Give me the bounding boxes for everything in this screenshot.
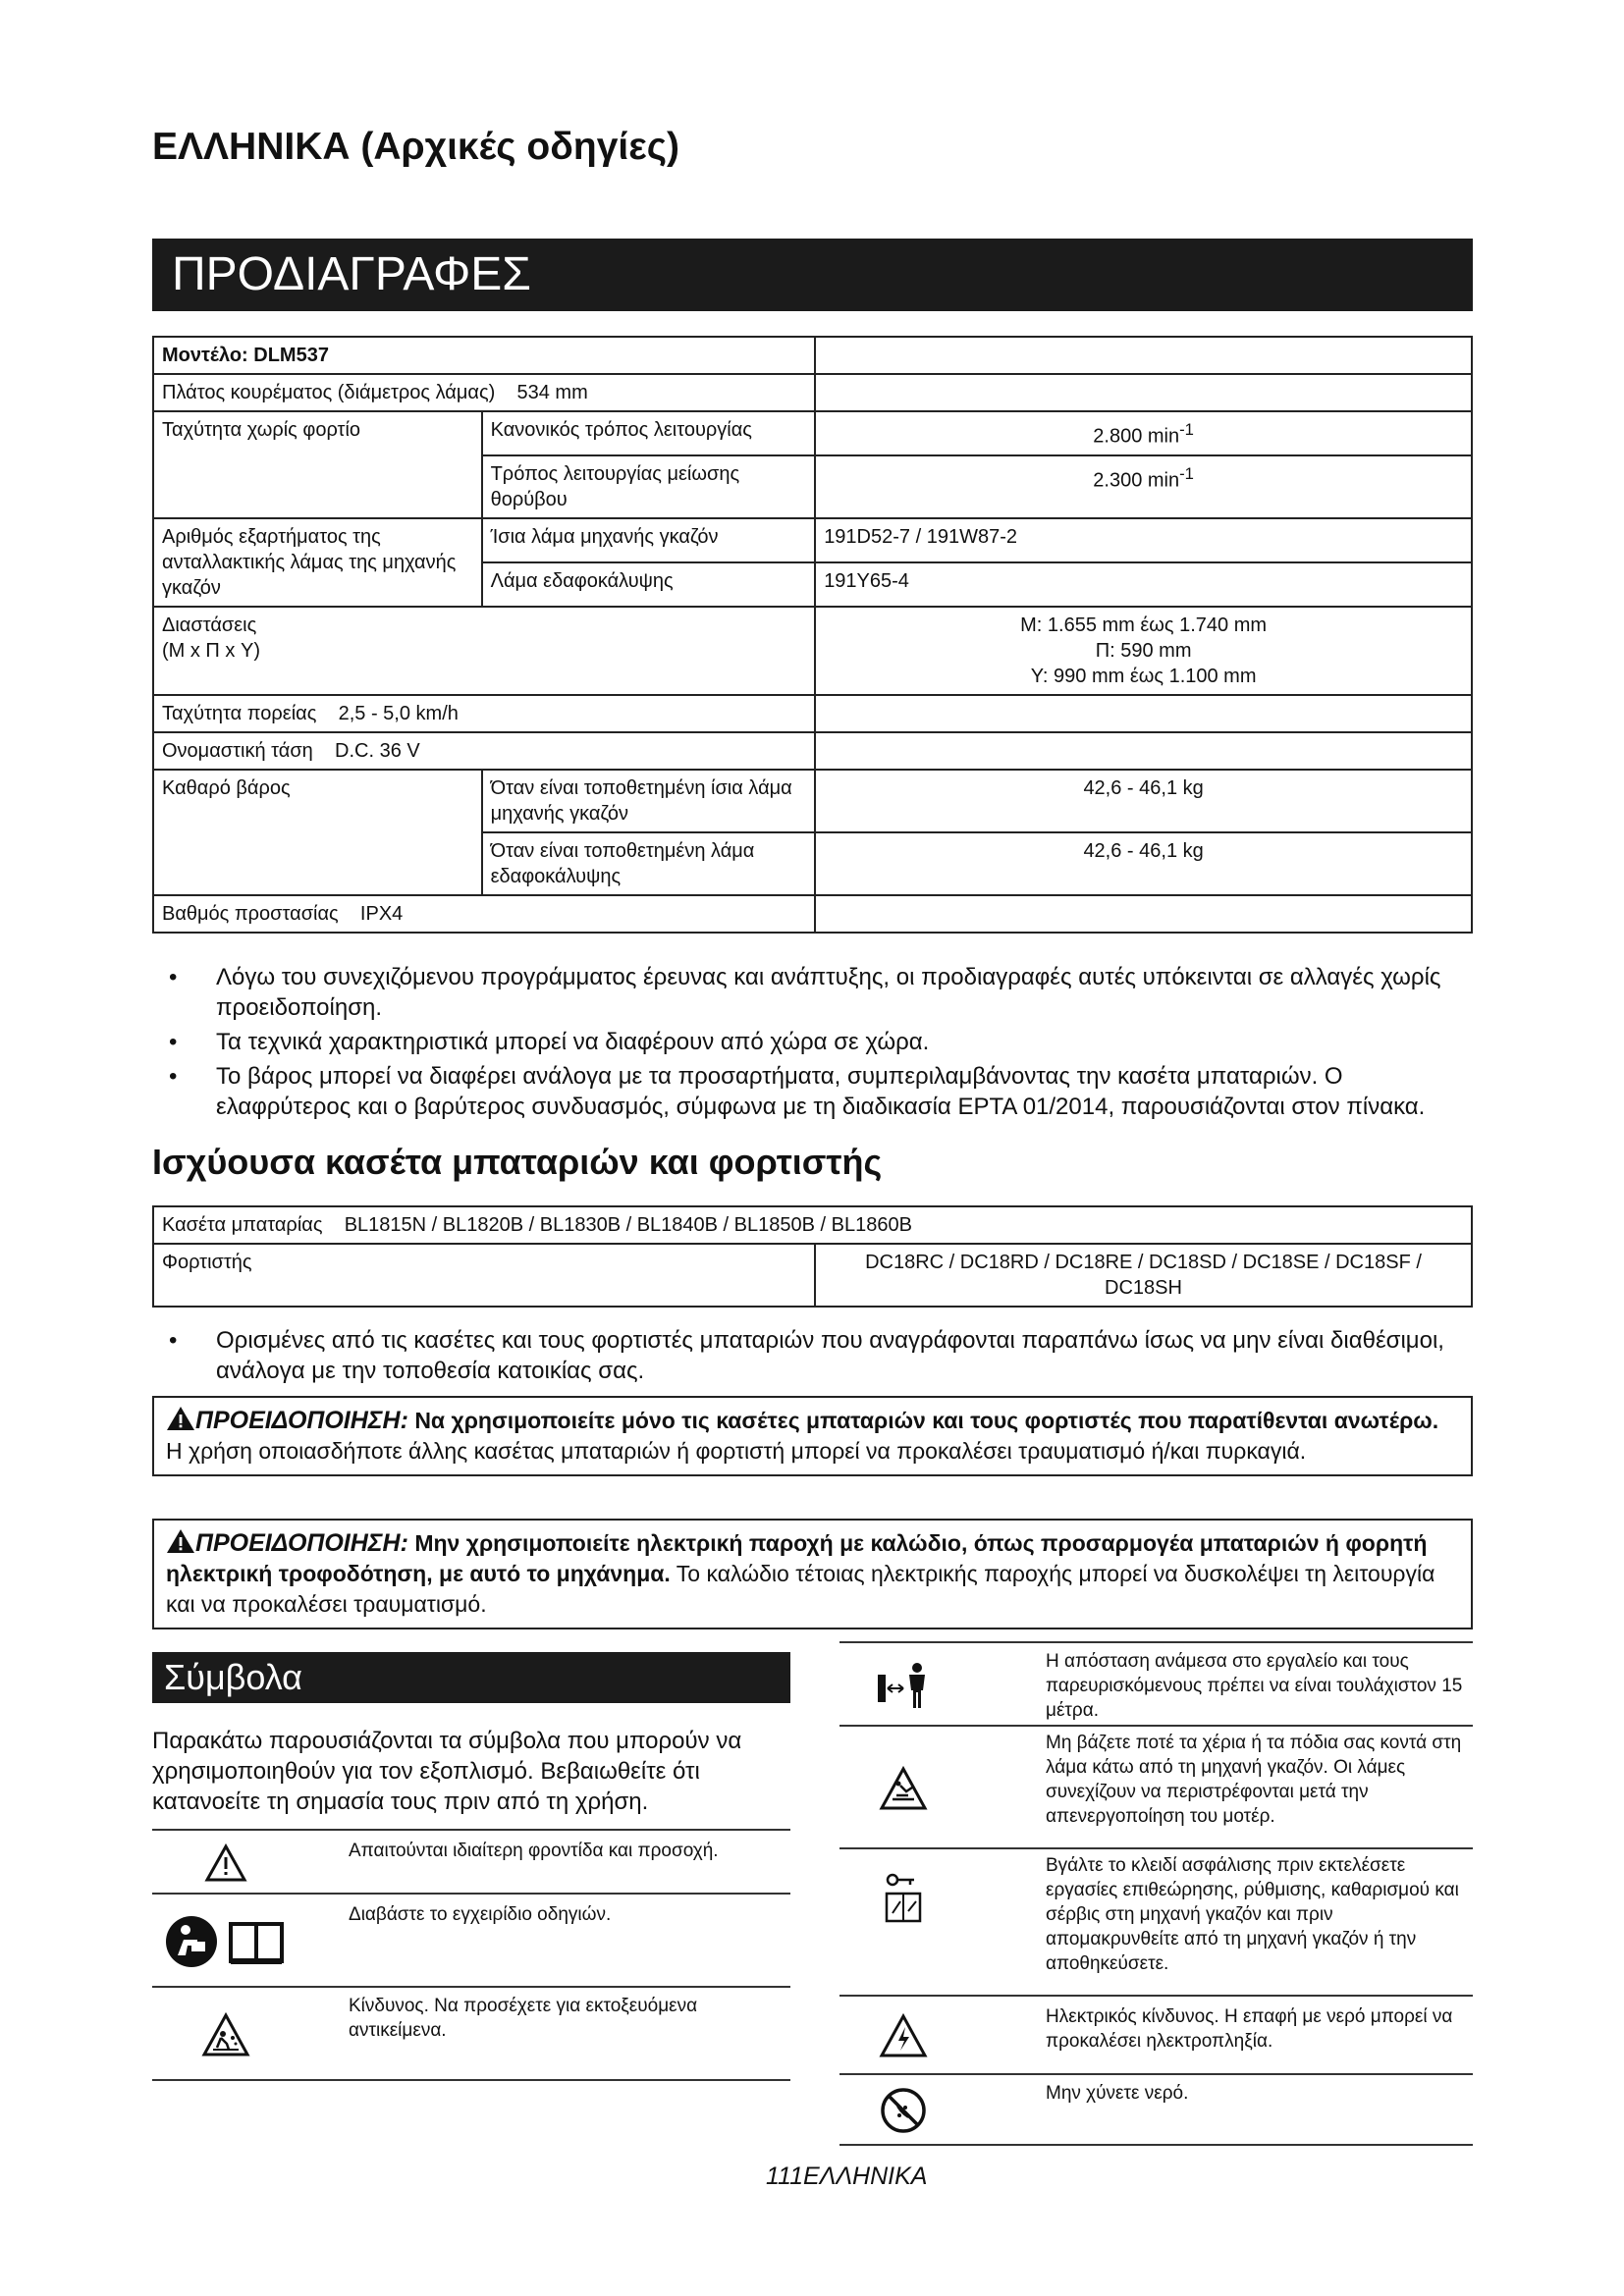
- weight-straight-label: Όταν είναι τοποθετημένη ίσια λάμα μηχανής γκαζόν: [482, 770, 816, 832]
- table-row: [153, 411, 1472, 455]
- keep-distance-icon: [874, 1661, 933, 1710]
- mulching-blade-label: Λάμα εδαφοκάλυψης: [482, 562, 816, 607]
- table-row: [153, 1244, 1472, 1307]
- warning-triangle-icon: [166, 1406, 195, 1431]
- list-item: Απαιτούνται ιδιαίτερη φροντίδα και προσοχή.: [152, 1831, 790, 1895]
- cutting-width-value: 534 mm: [516, 382, 588, 403]
- rated-voltage-cell: Ονομαστική τάση D.C. 36 V: [153, 732, 815, 770]
- battery-heading: Ισχύουσα κασέτα μπαταριών και φορτιστής: [152, 1142, 883, 1182]
- table-row: [153, 607, 1472, 695]
- warning-box: ΠΡΟΕΙΔΟΠΟΙΗΣΗ: Μην χρησιμοποιείτε ηλεκτρική παροχή με καλώδιο, όπως προσαρμογέα μπαταριών ή φορητή ηλεκτρική τροφοδότηση, με αυτό το μηχάνημα. Το καλώδιο τέτοιας ηλεκτρικής παροχής μπορεί να δυσκολέψει τη λειτουργία και να προκαλέσει τραυματισμό.: [152, 1519, 1473, 1629]
- normal-mode-value: 2.800 $\min^{-1}$: [815, 411, 1472, 455]
- travel-speed-cell: Ταχύτητα πορείας 2,5 - 5,0 km/h: [153, 695, 815, 732]
- weight-mulching-value: 42,6 - 46,1 kg: [815, 832, 1472, 895]
- spec-notes: [157, 962, 1478, 1126]
- model-label: Μοντέλο: DLM537: [153, 337, 815, 374]
- normal-mode-label: Κανονικός τρόπος λειτουργίας: [482, 411, 816, 455]
- table-row: [153, 732, 1472, 770]
- specifications-table: [152, 336, 1473, 934]
- list-item: Ηλεκτρικός κίνδυνος. Η επαφή με νερό μπορεί να προκαλέσει ηλεκτροπληξία.: [839, 1997, 1473, 2075]
- list-item: Βγάλτε το κλειδί ασφάλισης πριν εκτελέσετε εργασίες επιθεώρησης, ρύθμισης, καθαρισμού και σέρβις στη μηχανή γκαζόν και πριν απομακρυνθείτε από τη μηχανή γκαζόν ή την αποθηκεύσετε.: [839, 1849, 1473, 1997]
- no-water-icon: [879, 2086, 928, 2135]
- net-weight-label: Καθαρό βάρος: [153, 770, 482, 895]
- remove-key-icon: [881, 1872, 926, 1925]
- list-item: • Ορισμένες από τις κασέτες και τους φορτιστές μπαταριών που αναγράφονται παραπάνω ίσως να μην είναι διαθέσιμοι, ανάλογα με την τοποθεσία κατοικίας σας.: [157, 1325, 1478, 1386]
- quiet-mode-value: 2.300 $\min^{-1}$: [815, 455, 1472, 518]
- table-row: [153, 695, 1472, 732]
- dimensions-label: Διαστάσεις: [162, 614, 257, 636]
- straight-blade-label: Ίσια λάμα μηχανής γκαζόν: [482, 518, 816, 562]
- straight-blade-value: 191D52-7 / 191W87-2: [815, 518, 1472, 562]
- cartridge-cell: Κασέτα μπαταρίας BL1815N / BL1820B / BL1830B / BL1840B / BL1850B / BL1860B: [153, 1206, 1472, 1244]
- warning-triangle-icon: [166, 1528, 195, 1554]
- list-item: Διαβάστε το εγχειρίδιο οδηγιών.: [152, 1895, 790, 1988]
- protection-cell: Βαθμός προστασίας IPX4: [153, 895, 815, 933]
- read-manual-icon: [162, 1912, 290, 1971]
- list-item: Κίνδυνος. Να προσέχετε για εκτοξευόμενα αντικείμενα.: [152, 1988, 790, 2081]
- list-item: • Το βάρος μπορεί να διαφέρει ανάλογα με τα προσαρτήματα, συμπεριλαμβάνοντας την κασέτα μπαταριών. Ο ελαφρύτερος και ο βαρύτερος συνδυασμός, σύμφωνα με τη διαδικασία EPTA 01/2014, παρουσιάζονται στον πίνακα.: [157, 1061, 1478, 1122]
- cutting-width-cell: [153, 374, 815, 411]
- table-row: [153, 770, 1472, 832]
- table-row: [153, 337, 1472, 374]
- table-row: [153, 374, 1472, 411]
- dimensions-cell: [153, 607, 815, 695]
- list-item: Μην χύνετε νερό.: [839, 2075, 1473, 2146]
- list-item: Η απόσταση ανάμεσα στο εργαλείο και τους παρευρισκόμενους πρέπει να είναι τουλάχιστον 15 μέτρα.: [839, 1643, 1473, 1727]
- table-row: [153, 895, 1472, 933]
- battery-table: [152, 1205, 1473, 1308]
- no-load-speed-label: Ταχύτητα χωρίς φορτίο: [153, 411, 482, 518]
- quiet-mode-label: Τρόπος λειτουργίας μείωσης θορύβου: [482, 455, 816, 518]
- warning-triangle-icon: [204, 1843, 247, 1883]
- dimensions-sub: (Μ x Π x Υ): [162, 639, 260, 662]
- weight-straight-value: 42,6 - 46,1 kg: [815, 770, 1472, 832]
- charger-label: Φορτιστής: [153, 1244, 815, 1307]
- dimensions-values: Μ: 1.655 mm έως 1.740 mm Π: 590 mm Υ: 990 mm έως 1.100 mm: [815, 607, 1472, 695]
- list-item: Μη βάζετε ποτέ τα χέρια ή τα πόδια σας κοντά στη λάμα κάτω από τη μηχανή γκαζόν. Οι λάμες συνεχίζουν να περιστρέφονται μετά την απενεργοποίηση του μοτέρ.: [839, 1727, 1473, 1849]
- specifications-banner: ΠΡΟΔΙΑΓΡΑΦΕΣ: [152, 239, 1473, 311]
- electric-hazard-icon: [879, 2013, 928, 2058]
- weight-mulching-label: Όταν είναι τοποθετημένη λάμα εδαφοκάλυψης: [482, 832, 816, 895]
- battery-notes: [157, 1325, 1478, 1390]
- page-footer: 111ΕΛΛΗΝΙΚΑ: [766, 2163, 928, 2190]
- blade-hazard-icon: [879, 1766, 928, 1811]
- list-item: • Τα τεχνικά χαρακτηριστικά μπορεί να διαφέρουν από χώρα σε χώρα.: [157, 1027, 1478, 1057]
- warning-box: ΠΡΟΕΙΔΟΠΟΙΗΣΗ: Να χρησιμοποιείτε μόνο τις κασέτες μπαταριών και τους φορτιστές που παρατίθενται ανωτέρω. Η χρήση οποιασδήποτε άλλης κασέτας μπαταριών ή φορτιστή μπορεί να προκαλέσει τραυματισμό ή/και πυρκαγιά.: [152, 1396, 1473, 1476]
- symbols-intro: Παρακάτω παρουσιάζονται τα σύμβολα που μπορούν να χρησιμοποιηθούν για τον εξοπλισμό. Βεβαιωθείτε ότι κατανοείτε τη σημασία τους πριν από τη χρήση.: [152, 1728, 742, 1815]
- charger-value: DC18RC / DC18RD / DC18RE / DC18SD / DC18SE / DC18SF / DC18SH: [815, 1244, 1472, 1307]
- thrown-objects-icon: [201, 2012, 250, 2057]
- table-row: [153, 518, 1472, 562]
- symbols-banner: Σύμβολα: [152, 1652, 790, 1703]
- table-row: [153, 1206, 1472, 1244]
- cutting-width-label: Πλάτος κουρέματος (διάμετρος λάμας): [162, 382, 496, 403]
- list-item: • Λόγω του συνεχιζόμενου προγράμματος έρευνας και ανάπτυξης, οι προδιαγραφές αυτές υπόκεινται σε αλλαγές χωρίς προειδοποίηση.: [157, 962, 1478, 1023]
- blade-part-label: Αριθμός εξαρτήματος της ανταλλακτικής λάμας της μηχανής γκαζόν: [153, 518, 482, 607]
- mulching-blade-value: 191Y65-4: [815, 562, 1472, 607]
- page-language-title: ΕΛΛΗΝΙΚΑ (Αρχικές οδηγίες): [152, 126, 679, 168]
